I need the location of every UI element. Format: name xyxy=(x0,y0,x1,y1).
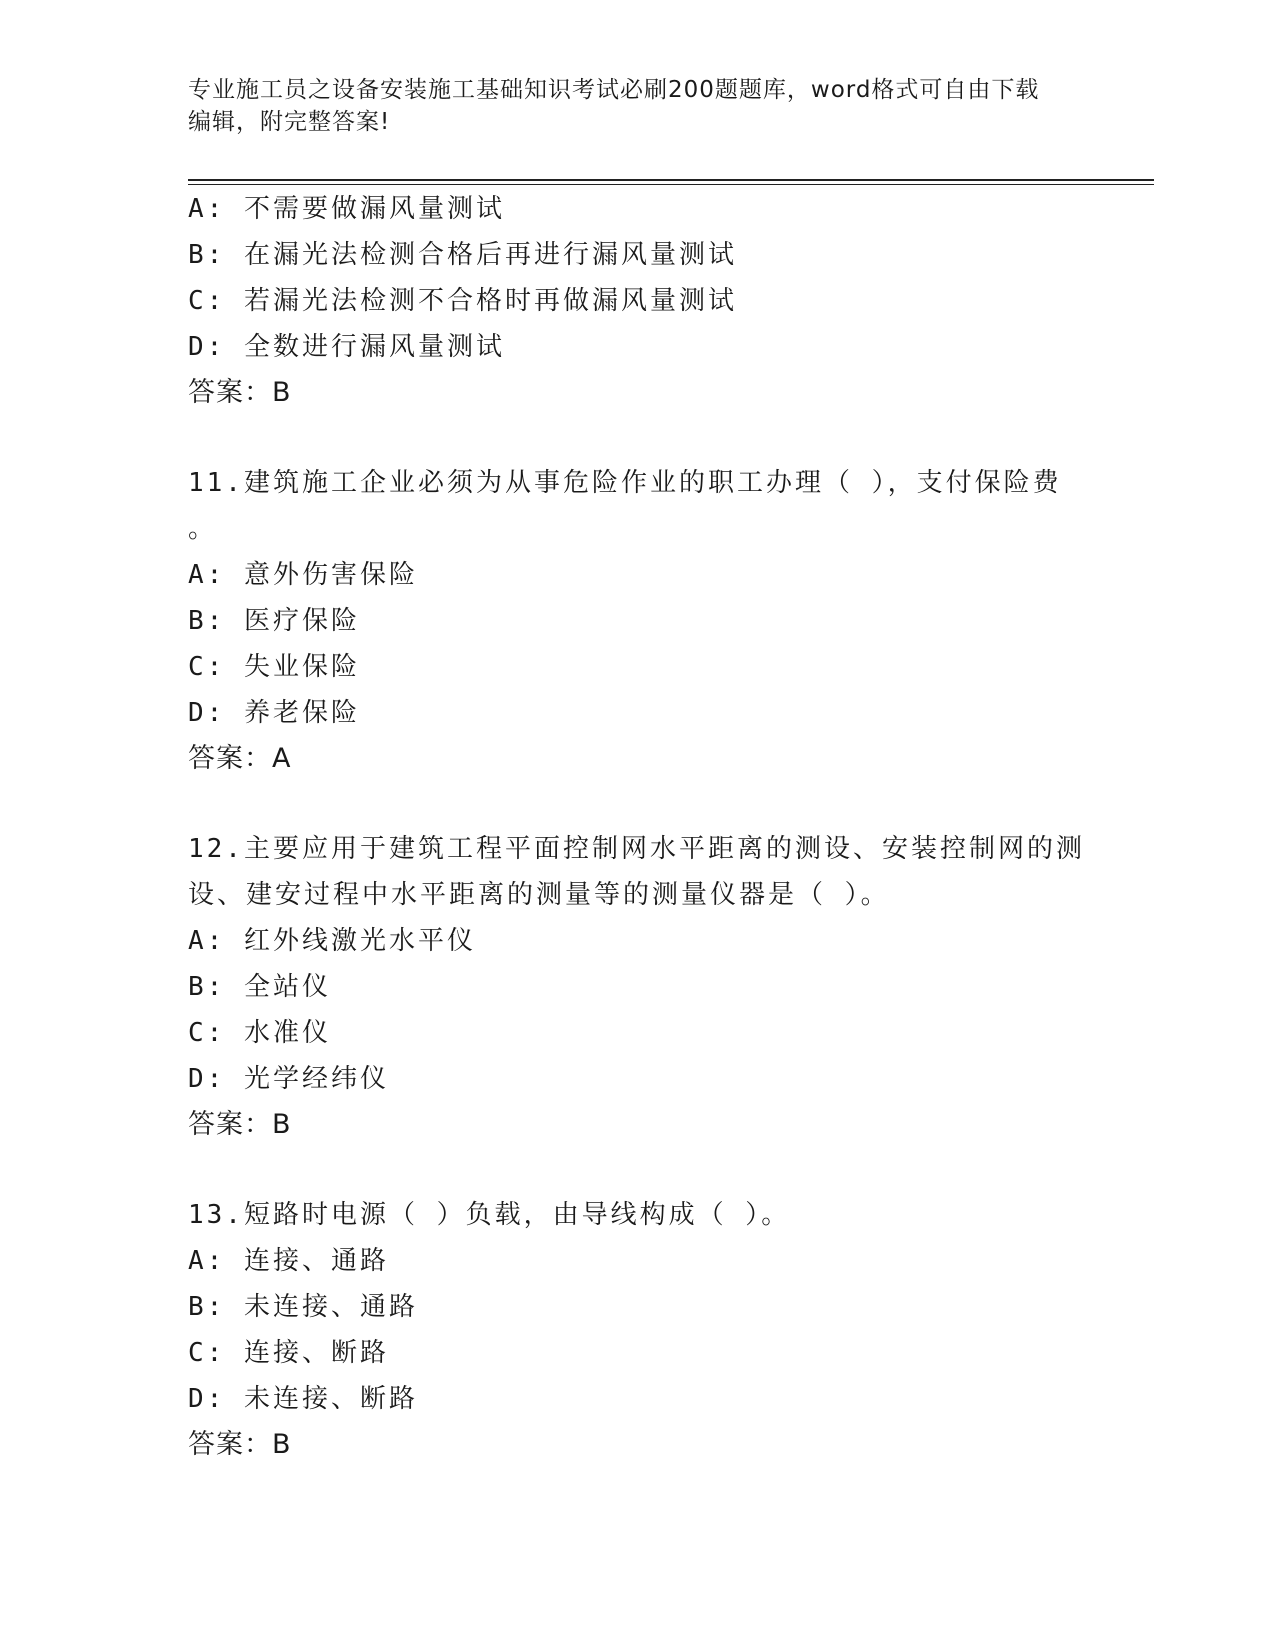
option-b: B: 未连接、通路 xyxy=(188,1292,418,1322)
option-c: C: 失业保险 xyxy=(188,652,360,682)
header-title-line-1: 专业施工员之设备安装施工基础知识考试必刷200题题库，word格式可自由下载 xyxy=(188,77,1040,103)
question-10 xyxy=(188,186,1088,416)
page-header xyxy=(188,74,1088,138)
option-a: A: 连接、通路 xyxy=(188,1246,389,1276)
question-12 xyxy=(188,826,1088,1148)
question-stem-continued: 设、建安过程中水平距离的测量等的测量仪器是（ ）。 xyxy=(188,880,890,910)
option-b: B: 全站仪 xyxy=(188,972,331,1002)
answer: 答案：A xyxy=(188,743,292,774)
option-a: A: 红外线激光水平仪 xyxy=(188,926,476,956)
spacer xyxy=(188,1148,1088,1192)
option-d: D: 全数进行漏风量测试 xyxy=(188,332,505,362)
question-stem: 13.短路时电源（ ）负载，由导线构成（ ）。 xyxy=(188,1200,791,1230)
header-title-line-2: 编辑，附完整答案! xyxy=(188,109,391,135)
answer: 答案：B xyxy=(188,1429,292,1460)
spacer xyxy=(188,782,1088,826)
option-b: B: 医疗保险 xyxy=(188,606,360,636)
question-13 xyxy=(188,1192,1088,1468)
option-c: C: 连接、断路 xyxy=(188,1338,389,1368)
header-divider xyxy=(188,179,1154,185)
question-stem: 11.建筑施工企业必须为从事危险作业的职工办理（ ），支付保险费 xyxy=(188,468,1062,498)
question-stem: 12.主要应用于建筑工程平面控制网水平距离的测设、安装控制网的测 xyxy=(188,834,1085,864)
option-c: C: 若漏光法检测不合格时再做漏风量测试 xyxy=(188,286,737,316)
question-11 xyxy=(188,460,1088,782)
option-d: D: 未连接、断路 xyxy=(188,1384,418,1414)
option-a: A: 不需要做漏风量测试 xyxy=(188,194,505,224)
spacer xyxy=(188,416,1088,460)
option-d: D: 养老保险 xyxy=(188,698,360,728)
answer: 答案：B xyxy=(188,377,292,408)
question-list xyxy=(188,186,1088,1468)
option-c: C: 水准仪 xyxy=(188,1018,331,1048)
answer: 答案：B xyxy=(188,1109,292,1140)
question-stem-continued: 。 xyxy=(188,514,218,544)
option-d: D: 光学经纬仪 xyxy=(188,1064,389,1094)
option-b: B: 在漏光法检测合格后再进行漏风量测试 xyxy=(188,240,737,270)
option-a: A: 意外伤害保险 xyxy=(188,560,418,590)
